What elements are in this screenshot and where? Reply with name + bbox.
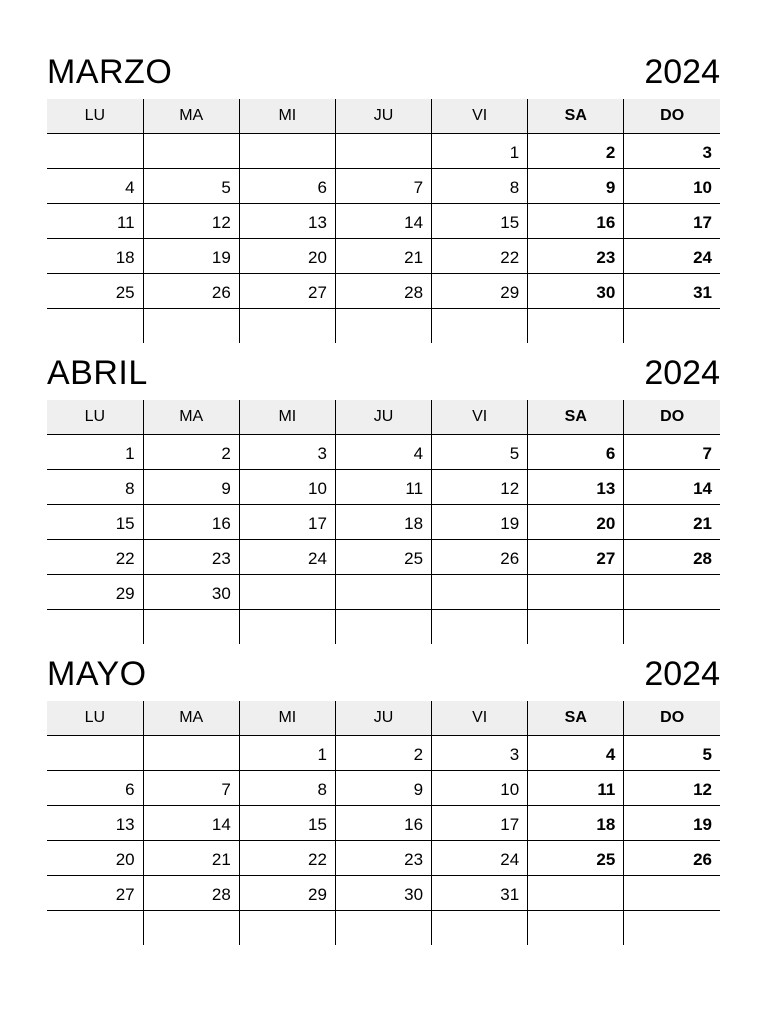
day-cell: 2 <box>528 134 624 169</box>
week-row <box>47 841 720 876</box>
day-cell: 11 <box>528 771 624 806</box>
day-cell: 10 <box>624 169 720 204</box>
day-cell: 13 <box>239 204 335 239</box>
day-cell: 13 <box>47 806 143 841</box>
day-cell: 19 <box>624 806 720 841</box>
day-cell: 21 <box>624 505 720 540</box>
weekday-header: SA <box>528 701 624 736</box>
day-cell: 19 <box>432 505 528 540</box>
day-cell <box>143 134 239 169</box>
weekday-header: LU <box>47 99 143 134</box>
week-row <box>47 274 720 309</box>
day-cell: 26 <box>432 540 528 575</box>
day-cell: 5 <box>432 435 528 470</box>
week-row <box>47 610 720 645</box>
month-name: MARZO <box>47 53 173 91</box>
day-cell: 12 <box>143 204 239 239</box>
day-cell: 25 <box>335 540 431 575</box>
day-cell: 29 <box>432 274 528 309</box>
day-cell: 16 <box>528 204 624 239</box>
day-cell <box>239 575 335 610</box>
day-cell: 18 <box>528 806 624 841</box>
day-cell: 21 <box>335 239 431 274</box>
week-row <box>47 505 720 540</box>
weekday-header: MA <box>143 99 239 134</box>
month-header <box>47 52 720 99</box>
day-cell: 14 <box>143 806 239 841</box>
weekday-header: DO <box>624 400 720 435</box>
day-cell: 5 <box>143 169 239 204</box>
weekday-header: DO <box>624 701 720 736</box>
month-header <box>47 654 720 701</box>
day-cell <box>335 575 431 610</box>
day-cell <box>239 911 335 946</box>
day-cell <box>432 911 528 946</box>
day-cell: 23 <box>335 841 431 876</box>
day-cell: 16 <box>335 806 431 841</box>
day-cell: 7 <box>143 771 239 806</box>
week-row <box>47 540 720 575</box>
day-cell: 29 <box>47 575 143 610</box>
day-cell <box>143 309 239 344</box>
day-cell: 8 <box>239 771 335 806</box>
weekday-header-row <box>47 99 720 134</box>
weekday-header: LU <box>47 701 143 736</box>
day-cell: 8 <box>47 470 143 505</box>
day-cell <box>432 575 528 610</box>
day-cell: 10 <box>239 470 335 505</box>
week-row <box>47 736 720 771</box>
day-cell: 1 <box>432 134 528 169</box>
day-cell: 28 <box>624 540 720 575</box>
month-grid <box>47 400 720 644</box>
day-cell <box>143 736 239 771</box>
day-cell: 5 <box>624 736 720 771</box>
day-cell: 7 <box>624 435 720 470</box>
weekday-header: MI <box>239 701 335 736</box>
day-cell: 16 <box>143 505 239 540</box>
day-cell <box>528 575 624 610</box>
weekday-header: DO <box>624 99 720 134</box>
day-cell: 3 <box>624 134 720 169</box>
day-cell: 14 <box>624 470 720 505</box>
weekday-header: MA <box>143 400 239 435</box>
day-cell <box>47 610 143 645</box>
day-cell <box>335 134 431 169</box>
day-cell <box>47 736 143 771</box>
day-cell: 22 <box>47 540 143 575</box>
day-cell <box>528 610 624 645</box>
week-row <box>47 239 720 274</box>
month-year: 2024 <box>644 53 720 91</box>
day-cell: 15 <box>239 806 335 841</box>
week-row <box>47 911 720 946</box>
weekday-header: LU <box>47 400 143 435</box>
day-cell: 4 <box>47 169 143 204</box>
weekday-header: MI <box>239 400 335 435</box>
day-cell: 24 <box>432 841 528 876</box>
week-row <box>47 309 720 344</box>
day-cell: 4 <box>528 736 624 771</box>
week-row <box>47 169 720 204</box>
day-cell: 25 <box>528 841 624 876</box>
day-cell <box>624 575 720 610</box>
day-cell: 19 <box>143 239 239 274</box>
day-cell: 3 <box>239 435 335 470</box>
weekday-header: SA <box>528 400 624 435</box>
day-cell: 27 <box>239 274 335 309</box>
day-cell: 21 <box>143 841 239 876</box>
day-cell: 23 <box>143 540 239 575</box>
month-name: ABRIL <box>47 354 148 392</box>
day-cell <box>143 911 239 946</box>
month-grid <box>47 701 720 945</box>
week-row <box>47 470 720 505</box>
day-cell: 7 <box>335 169 431 204</box>
day-cell <box>624 911 720 946</box>
day-cell: 12 <box>432 470 528 505</box>
weekday-header: JU <box>335 99 431 134</box>
day-cell <box>432 610 528 645</box>
day-cell: 28 <box>143 876 239 911</box>
day-cell: 14 <box>335 204 431 239</box>
week-row <box>47 134 720 169</box>
day-cell <box>239 134 335 169</box>
day-cell: 9 <box>143 470 239 505</box>
day-cell <box>528 911 624 946</box>
day-cell: 27 <box>528 540 624 575</box>
day-cell: 18 <box>47 239 143 274</box>
day-cell: 12 <box>624 771 720 806</box>
weekday-header: JU <box>335 400 431 435</box>
day-cell <box>239 610 335 645</box>
day-cell: 15 <box>47 505 143 540</box>
day-cell: 6 <box>239 169 335 204</box>
weekday-header: VI <box>432 701 528 736</box>
day-cell: 30 <box>143 575 239 610</box>
day-cell <box>335 610 431 645</box>
day-cell: 18 <box>335 505 431 540</box>
month-name: MAYO <box>47 655 147 693</box>
day-cell: 26 <box>143 274 239 309</box>
day-cell <box>47 134 143 169</box>
weekday-header: MA <box>143 701 239 736</box>
day-cell <box>143 610 239 645</box>
week-row <box>47 876 720 911</box>
day-cell <box>432 309 528 344</box>
day-cell <box>624 309 720 344</box>
day-cell <box>239 309 335 344</box>
weekday-header: MI <box>239 99 335 134</box>
day-cell: 4 <box>335 435 431 470</box>
month-header <box>47 353 720 400</box>
weekday-header: JU <box>335 701 431 736</box>
day-cell: 22 <box>432 239 528 274</box>
day-cell: 31 <box>432 876 528 911</box>
day-cell: 24 <box>239 540 335 575</box>
day-cell: 17 <box>239 505 335 540</box>
day-cell <box>624 610 720 645</box>
day-cell: 6 <box>528 435 624 470</box>
day-cell: 25 <box>47 274 143 309</box>
day-cell <box>528 876 624 911</box>
day-cell: 3 <box>432 736 528 771</box>
month-year: 2024 <box>644 354 720 392</box>
day-cell <box>47 911 143 946</box>
week-row <box>47 435 720 470</box>
weekday-header-row <box>47 400 720 435</box>
weekday-header-row <box>47 701 720 736</box>
weekday-header: VI <box>432 99 528 134</box>
day-cell: 26 <box>624 841 720 876</box>
day-cell: 28 <box>335 274 431 309</box>
day-cell: 17 <box>624 204 720 239</box>
day-cell: 24 <box>624 239 720 274</box>
day-cell: 6 <box>47 771 143 806</box>
day-cell <box>335 309 431 344</box>
day-cell: 13 <box>528 470 624 505</box>
day-cell <box>624 876 720 911</box>
day-cell: 22 <box>239 841 335 876</box>
week-row <box>47 771 720 806</box>
week-row <box>47 204 720 239</box>
day-cell: 27 <box>47 876 143 911</box>
day-cell: 29 <box>239 876 335 911</box>
day-cell: 1 <box>239 736 335 771</box>
day-cell: 10 <box>432 771 528 806</box>
day-cell <box>47 309 143 344</box>
day-cell: 11 <box>47 204 143 239</box>
day-cell: 2 <box>335 736 431 771</box>
day-cell: 2 <box>143 435 239 470</box>
weekday-header: VI <box>432 400 528 435</box>
day-cell: 1 <box>47 435 143 470</box>
month-block <box>47 52 720 343</box>
day-cell: 30 <box>335 876 431 911</box>
day-cell: 23 <box>528 239 624 274</box>
day-cell: 20 <box>239 239 335 274</box>
day-cell <box>335 911 431 946</box>
day-cell: 15 <box>432 204 528 239</box>
day-cell: 20 <box>528 505 624 540</box>
week-row <box>47 575 720 610</box>
day-cell: 9 <box>335 771 431 806</box>
month-grid <box>47 99 720 343</box>
day-cell: 20 <box>47 841 143 876</box>
day-cell <box>528 309 624 344</box>
day-cell: 11 <box>335 470 431 505</box>
month-block <box>47 353 720 644</box>
month-year: 2024 <box>644 655 720 693</box>
week-row <box>47 806 720 841</box>
day-cell: 31 <box>624 274 720 309</box>
day-cell: 8 <box>432 169 528 204</box>
day-cell: 17 <box>432 806 528 841</box>
weekday-header: SA <box>528 99 624 134</box>
day-cell: 9 <box>528 169 624 204</box>
day-cell: 30 <box>528 274 624 309</box>
month-block <box>47 654 720 945</box>
